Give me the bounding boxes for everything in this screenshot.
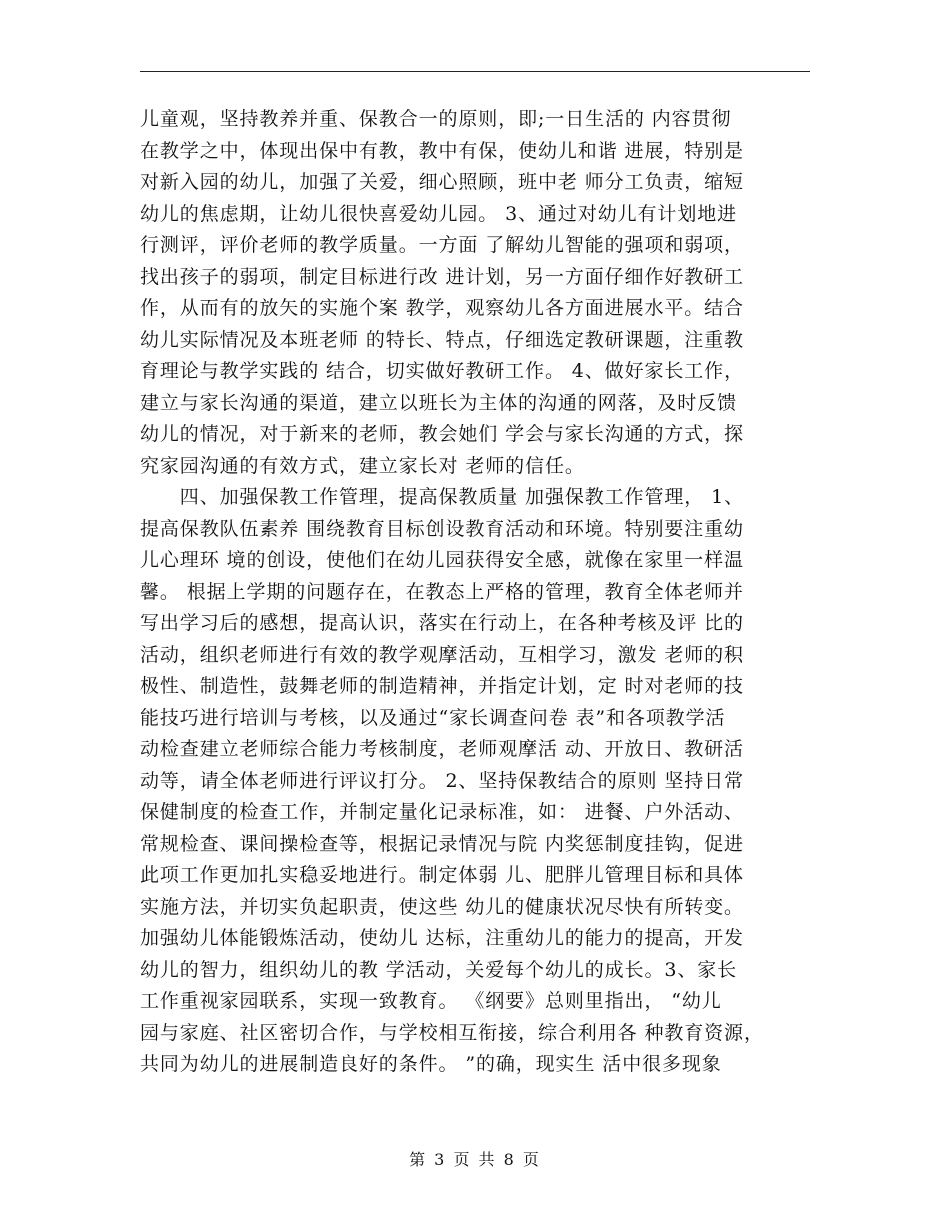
text-line: 在教学之中，体现出保中有教，教中有保，使幼儿和谐 进展，特别是 xyxy=(140,139,744,162)
text-line: 提高保教队伍素养 围绕教育目标创设教育活动和环境。特别要注重幼 xyxy=(140,517,744,540)
text-line: 能技巧进行培训与考核，以及通过“家长调查问卷 表”和各项教学活 xyxy=(140,706,726,729)
text-line: 实施方法，并切实负起职责，使这些 幼儿的健康状况尽快有所转变。 xyxy=(140,895,744,918)
document-body xyxy=(140,104,820,1081)
text-line: 育理论与教学实践的 结合，切实做好教研工作。 4、做好家长工作， xyxy=(140,360,744,382)
text-line: 极性、制造性，鼓舞老师的制造精神，并指定计划，定 时对老师的技 xyxy=(140,675,744,697)
text-line: 建立与家长沟通的渠道，建立以班长为主体的沟通的网落，及时反馈 xyxy=(140,391,738,414)
text-line: 活动，组织老师进行有效的教学观摩活动，互相学习，激发 老师的积 xyxy=(140,643,744,666)
page-number: 第 3 页 共 8 页 xyxy=(409,1150,541,1169)
text-line: 行测评，评价老师的教学质量。一方面 了解幼儿智能的强项和弱项， xyxy=(140,234,744,256)
text-line: 找出孩子的弱项，制定目标进行改 进计划，另一方面仔细作好教研工 xyxy=(140,265,744,288)
text-line: 馨。 根据上学期的问题存在，在教态上严格的管理，教育全体老师并 xyxy=(140,580,744,603)
text-line: 动等，请全体老师进行评议打分。 2、坚持保教结合的原则 坚持日常 xyxy=(140,769,744,792)
text-line: 园与家庭、社区密切合作，与学校相互衔接，综合利用各 种教育资源， xyxy=(140,1021,764,1044)
text-line: 究家园沟通的有效方式，建立家长对 老师的信任。 xyxy=(140,454,585,477)
text-line: 幼儿的智力，组织幼儿的教 学活动，关爱每个幼儿的成长。3、家长 xyxy=(140,958,738,981)
text-line: 四、加强保教工作管理，提高保教质量 加强保教工作管理， 1、 xyxy=(140,486,744,508)
text-line: 对新入园的幼儿，加强了关爱，细心照顾，班中老 师分工负责，缩短 xyxy=(140,171,744,193)
text-line: 加强幼儿体能锻炼活动，使幼儿 达标，注重幼儿的能力的提高，开发 xyxy=(140,927,744,949)
text-line: 幼儿的焦虑期，让幼儿很快喜爱幼儿园。 3、通过对幼儿有计划地进 xyxy=(140,202,738,225)
text-line: 工作重视家园联系，实现一致教育。 《纲要》总则里指出， “幼儿 xyxy=(140,990,722,1012)
text-line: 动检查建立老师综合能力考核制度，老师观摩活 动、开放日、教研活 xyxy=(140,738,744,760)
text-line: 幼儿的情况，对于新来的老师，教会她们 学会与家长沟通的方式，探 xyxy=(140,423,744,445)
header-rule xyxy=(140,71,810,72)
text-line: 儿心理环 境的创设，使他们在幼儿园获得安全感，就像在家里一样温 xyxy=(140,549,744,571)
text-line: 常规检查、课间操检查等，根据记录情况与院 内奖惩制度挂钩，促进 xyxy=(140,832,744,855)
text-line: 幼儿实际情况及本班老师 的特长、特点，仔细选定教研课题，注重教 xyxy=(140,328,744,351)
text-line: 此项工作更加扎实稳妥地进行。制定体弱 儿、肥胖儿管理目标和具体 xyxy=(140,864,744,886)
text-line: 共同为幼儿的进展制造良好的条件。 ”的确，现实生 活中很多现象 xyxy=(140,1053,722,1075)
text-line: 保健制度的检查工作，并制定量化记录标准，如： 进餐、户外活动、 xyxy=(140,801,744,823)
text-line: 作，从而有的放矢的实施个案 教学，观察幼儿各方面进展水平。结合 xyxy=(140,297,744,319)
text-line: 儿童观，坚持教养并重、保教合一的原则，即;一日生活的 内容贯彻 xyxy=(140,108,732,130)
text-line: 写出学习后的感想，提高认识，落实在行动上，在各种考核及评 比的 xyxy=(140,612,744,634)
